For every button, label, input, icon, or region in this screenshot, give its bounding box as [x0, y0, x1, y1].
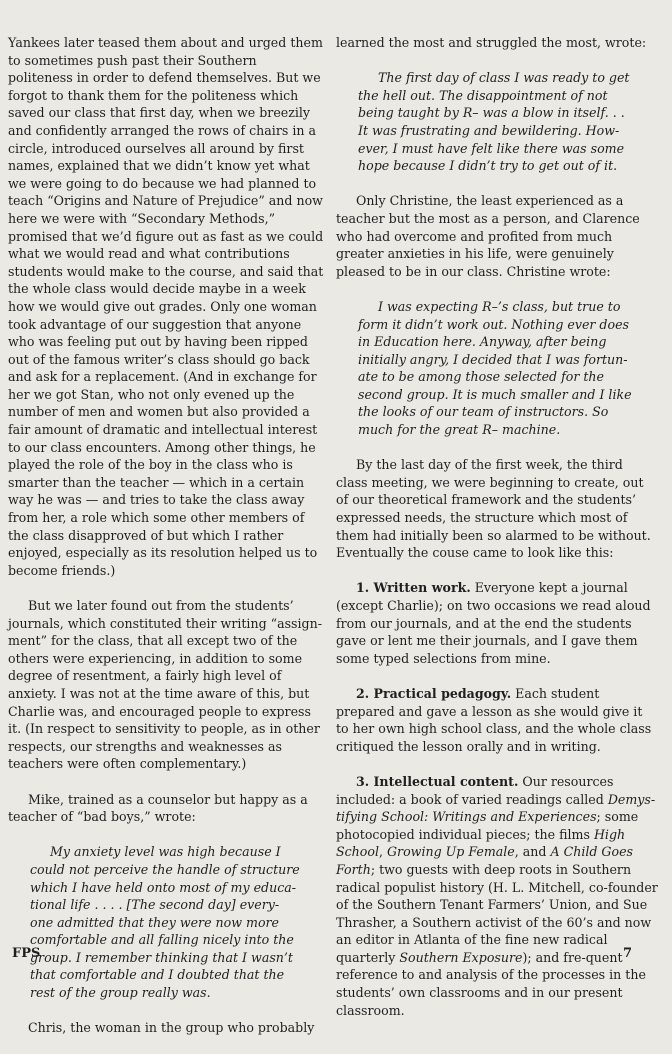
- list-item-written-work: [336, 579, 658, 667]
- paragraph: learned the most and struggled the most, wrote:: [336, 35, 647, 50]
- footer-publication-label: FPS: [12, 946, 41, 961]
- list-item-text: , and: [514, 844, 551, 860]
- block-quote: My anxiety level was high because I could not perceive the handle of structure which I have held onto most of my educa-tional life . . . . [The second day] every-one admitted that they were now more comfortable and all falling nicely into the group. I remember thinking that I wasn’t that comfortable and I doubted that the rest of the group really was.: [30, 844, 300, 1001]
- journal-title: Southern Exposure: [399, 949, 523, 965]
- paragraph: Chris, the woman in the group who probably: [28, 1020, 315, 1036]
- list-item-text: Our resources included: a book of varied readings called: [336, 773, 614, 807]
- list-item-heading: 2. Practical pedagogy.: [356, 685, 512, 701]
- list-item-intellectual-content: [336, 773, 658, 1019]
- list-item-practical-pedagogy: [336, 685, 658, 755]
- right-column: [336, 34, 658, 1037]
- paragraph: Only Christine, the least experienced as a teacher but the most as a person, and Clarence who had overcome and profited from much greater anxieties in his life, were genuinely pleased to be in our class. Christine wrote:: [336, 193, 640, 279]
- list-item-text: Each student prepared and gave a lesson as she would give it to her own high school class, and the whole class critiqued the lesson orally and in writing.: [336, 685, 652, 754]
- paragraph: By the last day of the first week, the third class meeting, we were beginning to create, out of our theoretical framework and the students’ expressed needs, the structure which most of them had initially been so alarmed to be without. Eventually the couse came to look like this:: [336, 457, 651, 561]
- list-item-text: ); and fre-quent reference to and analysis of the processes in the students’ own classrooms and in our present classroom.: [336, 949, 646, 1018]
- list-item-text: ; some photocopied individual pieces; the films: [336, 809, 639, 842]
- film-title: Growing Up Female: [387, 844, 515, 860]
- paragraph: Mike, trained as a counselor but happy as a teacher of “bad boys,” wrote:: [8, 791, 308, 825]
- block-quote: The first day of class I was ready to get the hell out. The disappointment of not being taught by R– was a blow in itself. . . It was frustrating and bewildering. How-ever, I must have felt like there was some hope because I didn’t try to get out of it.: [358, 70, 630, 174]
- list-item-text: ,: [378, 844, 387, 860]
- left-column: [8, 34, 324, 1054]
- list-item-text: ; two guests with deep roots in Southern radical populist history (H. L. Mitchell, co-founder of the Southern Tenant Farmers’ Union, and Sue Thrasher, a Southern activist of the 60’s and now an editor in Atlanta of the fine new radical quarterly: [336, 861, 658, 965]
- list-item-heading: 3. Intellectual content.: [356, 773, 519, 789]
- film-title: A Child Goes Forth: [336, 844, 633, 877]
- block-quote: I was expecting R–’s class, but true to form it didn’t work out. Nothing ever does in Education here. Anyway, after being initially angry, I decided that I was fortun-ate to be among those selected for the second group. It is much smaller and I like the looks of our team of instructors. So much for the great R– machine.: [358, 298, 632, 438]
- book-title: Demys-tifying School: Writings and Experiences: [336, 791, 656, 825]
- film-title: High School: [336, 826, 626, 860]
- paragraph: Yankees later teased them about and urged them to sometimes push past their Southern politeness in order to defend themselves. But we forgot to thank them for the politeness which saved our class that first day, when we breezily and confidently arranged the rows of chairs in a circle, introduced ourselves all around by first names, explained that we didn’t know yet what we were going to do because we had planned to teach “Origins and Nature of Prejudice” and now here we were with “Secondary Methods,” promised that we’d figure out as fast as we could what we would read and what contributions students would make to the course, and said that the whole class would decide maybe in a week how we would give out grades. Only one woman took advantage of our suggestion that anyone who was feeling put out by having been ripped out of the famous writer’s class should go back and ask for a replacement. (And in exchange for her we got Stan, who not only evened up the number of men and women but also provided a fair amount of dramatic and intellectual interest to our class encounters. Among other things, he played the role of the boy in the class who is smarter than the teacher — which in a certain way he was — and tries to take the class away from her, a role which some other members of the class disapproved of but which I rather enjoyed, especially as its resolution helped us to become friends.): [8, 35, 324, 578]
- paragraph: But we later found out from the students’ journals, which constituted their writing “assign-ment” for the class, that all except two of the others were experiencing, in addition to some degree of resentment, a fairly high level of anxiety. I was not at the time aware of this, but Charlie was, and encouraged people to express it. (In respect to sensitivity to people, as in other respects, our strengths and weaknesses as teachers were often complementary.): [8, 598, 322, 772]
- page-number: 7: [622, 946, 632, 961]
- list-item-text: Everyone kept a journal (except Charlie); on two occasions we read aloud from our journals, and at the end the students gave or lent me their journals, and I gave them some typed selections from mine.: [336, 580, 651, 666]
- list-item-heading: 1. Written work.: [356, 580, 471, 596]
